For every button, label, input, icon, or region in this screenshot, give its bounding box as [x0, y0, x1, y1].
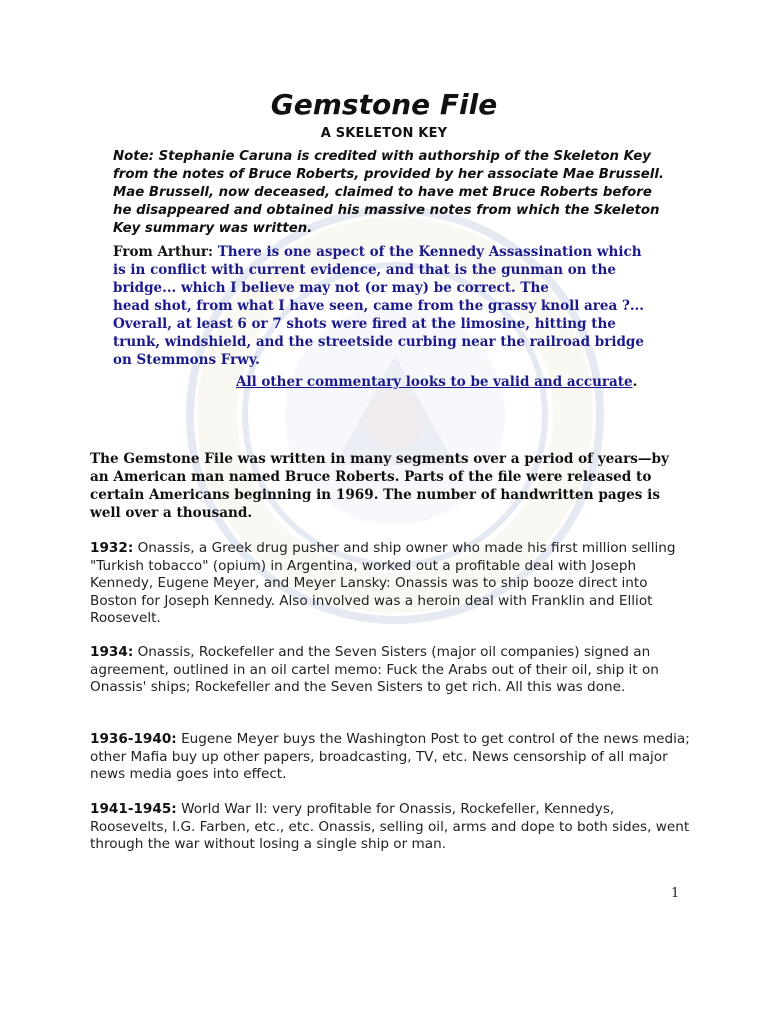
entry-text: Eugene Meyer buys the Washington Post to get control of the news media; other Mafia buy up other papers, broadcasting, TV, etc. News censorship of all major news media goes into effect. — [90, 731, 690, 782]
arthur-body-2: head shot, from what I have seen, came from the grassy knoll area ?... Overall, at least 6 or 7 shots were fired at the limosine, hitting the trunk, windshield, and the streetside curbing near the railroad bridge on Stemmons Frwy. — [113, 298, 644, 368]
authorship-note: Note: Stephanie Caruna is credited with authorship of the Skeleton Key from the notes of Bruce Roberts, provided by her associate Mae Brussell. Mae Brussell, now deceased, claimed to have met Bruce Roberts before he disappeared and obtained his massive notes from which the Skeleton Key summary was written. — [113, 149, 664, 236]
timeline-entry — [90, 801, 690, 854]
timeline-entry — [90, 731, 690, 784]
document-subtitle: A SKELETON KEY — [320, 126, 448, 141]
entry-year: 1941-1945: — [90, 801, 177, 817]
commentary-period: . — [632, 374, 638, 390]
entry-text: Onassis, Rockefeller and the Seven Sisters (major oil companies) signed an agreement, outlined in an oil cartel memo: Fuck the Arabs out of their oil, ship it on Onassis' ships; Rockefeller and the Seven Sisters to get rich. All this was done. — [90, 644, 659, 695]
arthur-commentary — [113, 373, 658, 391]
arthur-body-1: There is one aspect of the Kennedy Assassination which is in conflict with current evidence, and that is the gunman on the bridge... which I believe may not (or may) be correct. The — [113, 244, 642, 296]
entry-year: 1934: — [90, 644, 134, 660]
entry-year: 1932: — [90, 540, 134, 556]
timeline-entry — [90, 644, 690, 697]
entry-text: World War II: very profitable for Onassis, Rockefeller, Kennedys, Roosevelts, I.G. Farben, etc., etc. Onassis, selling oil, arms and dope to both sides, went through the war without losing a single ship or man. — [90, 801, 690, 852]
entry-year: 1936-1940: — [90, 731, 177, 747]
entry-text: Onassis, a Greek drug pusher and ship owner who made his first million selling "Turkish tobacco" (opium) in Argentina, worked out a profitable deal with Joseph Kennedy, Eugene Meyer, and Meyer Lansky: Onassis was to ship booze direct into Boston for Joseph Kennedy. Also involved was a heroin deal with Franklin and Elliot Roosevelt. — [90, 540, 676, 626]
intro-paragraph: The Gemstone File was written in many segments over a period of years—by an American man named Bruce Roberts. Parts of the file were released to certain Americans beginning in 1969. The number of handwritten pages is well over a thousand. — [90, 451, 669, 521]
arthur-lead: From Arthur: — [113, 244, 218, 260]
timeline-entry — [90, 540, 690, 628]
document-title: Gemstone File — [270, 88, 498, 121]
page-number: 1 — [671, 886, 680, 901]
commentary-link[interactable]: All other commentary looks to be valid and accurate — [236, 374, 633, 390]
arthur-comment — [113, 243, 658, 391]
